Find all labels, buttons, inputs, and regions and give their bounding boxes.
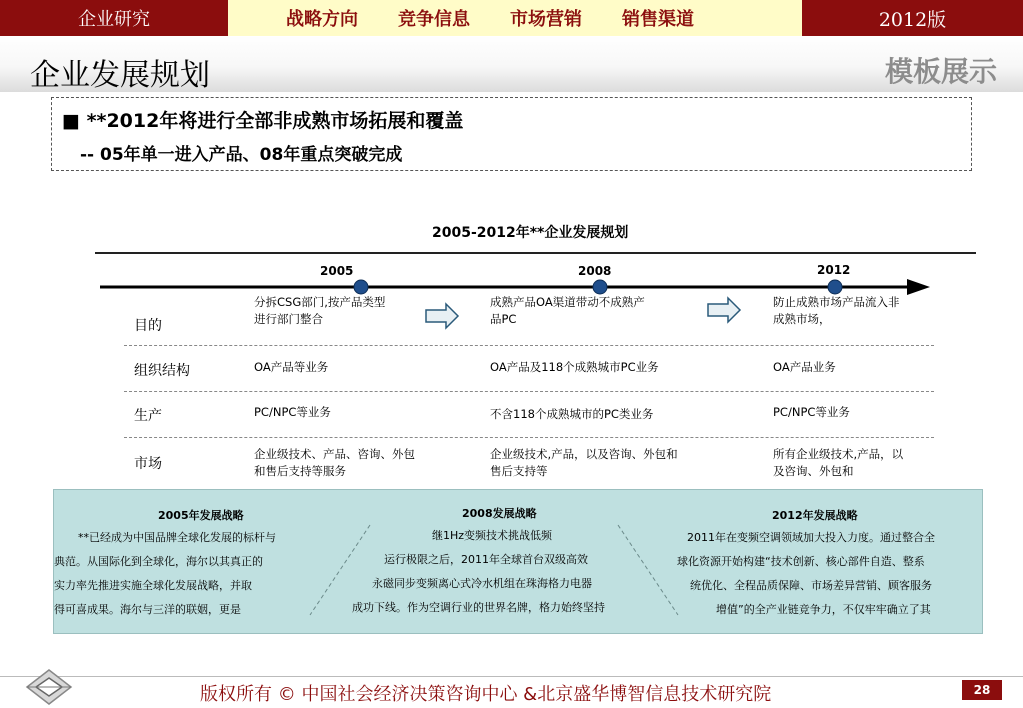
row-divider <box>124 345 934 346</box>
cell-production-2012: PC/NPC等业务 <box>773 405 850 419</box>
nav-tab-sales-channel[interactable]: 销售渠道 <box>622 9 694 30</box>
strategy-2012-line: 增值”的全产业链竞争力，不仅牢牢确立了其 <box>716 603 931 616</box>
year-label-2008: 2008 <box>578 264 612 278</box>
footer-copyright: 版权所有 © 中国社会经济决策咨询中心 &北京盛华博智信息技术研究院 <box>200 684 772 705</box>
nav-tab-bar <box>228 0 802 36</box>
row-label-production: 生产 <box>134 408 162 424</box>
strategy-2012-line: 球化资源开始构建“技术创新、核心部件自造、整系 <box>677 555 925 568</box>
strategy-2005-line: 得可喜成果。海尔与三洋的联姻，更是 <box>54 603 241 616</box>
strategy-2005-line: **已经成为中国品牌全球化发展的标杆与 <box>78 531 276 544</box>
strategy-2008-line: 成功下线。作为空调行业的世界名牌，格力始终坚持 <box>352 601 605 614</box>
page-number-badge: 28 <box>962 680 1002 700</box>
year-label-2012: 2012 <box>817 263 851 277</box>
strategy-2012-heading: 2012年发展战略 <box>772 509 858 522</box>
strategy-2005-heading: 2005年发展战略 <box>158 509 244 522</box>
row-divider <box>124 437 934 438</box>
footer-divider <box>0 676 1023 677</box>
chart-title: 2005-2012年**企业发展规划 <box>432 225 629 241</box>
strategy-2012-line: 2011年在变频空调领域加大投入力度。通过整合全 <box>687 531 935 544</box>
row-label-organization: 组织结构 <box>134 363 190 379</box>
cell-production-2008: 不含118个成熟城市的PC类业务 <box>490 407 654 421</box>
row-divider <box>124 391 934 392</box>
row-label-purpose: 目的 <box>134 318 162 334</box>
milestone-2012-dot <box>828 280 842 294</box>
nav-company-research[interactable]: 企业研究 <box>0 0 228 36</box>
hollow-arrow-icon <box>424 302 460 330</box>
cell-production-2005: PC/NPC等业务 <box>254 405 331 419</box>
cell-purpose-2008: 成熟产品OA渠道带动不成熟产 品PC <box>490 295 645 326</box>
page-title: 企业发展规划 <box>30 58 210 93</box>
logo-icon <box>24 668 74 706</box>
timeline-arrowhead <box>907 279 930 295</box>
edition-label: 2012版 <box>802 0 1023 36</box>
summary-line-1: ■ **2012年将进行全部非成熟市场拓展和覆盖 <box>62 110 464 132</box>
template-label: 模板展示 <box>884 55 997 88</box>
cell-market-2008: 企业级技术,产品，以及咨询、外包和 售后支持等 <box>490 447 678 478</box>
cell-purpose-2012: 防止成熟市场产品流入非 成熟市场， <box>773 295 900 326</box>
title-rule <box>95 252 976 254</box>
milestone-2008-dot <box>593 280 607 294</box>
cell-market-2012: 所有企业级技术,产品，以 及咨询、外包和 <box>773 447 904 478</box>
cell-organization-2012: OA产品业务 <box>773 360 836 374</box>
panel-separator-right <box>608 520 688 620</box>
row-label-market: 市场 <box>134 456 162 472</box>
cell-purpose-2005: 分拆CSG部门,按产品类型 进行部门整合 <box>254 295 386 326</box>
summary-line-2: -- 05年单一进入产品、08年重点突破完成 <box>80 145 403 165</box>
strategy-2008-line: 永磁同步变频离心式冷水机组在珠海格力电器 <box>372 577 592 590</box>
nav-tab-competition[interactable]: 竞争信息 <box>398 9 470 30</box>
cell-market-2005: 企业级技术、产品、咨询、外包 和售后支持等服务 <box>254 447 415 478</box>
strategy-2008-line: 运行极限之后，2011年全球首台双级高效 <box>384 553 588 566</box>
nav-tab-strategy[interactable]: 战略方向 <box>286 9 358 30</box>
strategy-2012-line: 统优化、全程品质保障、市场差异营销、顾客服务 <box>690 579 932 592</box>
cell-organization-2008: OA产品及118个成熟城市PC业务 <box>490 360 659 374</box>
strategy-2005-line: 典范。从国际化到全球化，海尔以其真正的 <box>54 555 263 568</box>
strategy-2005-line: 实力率先推进实施全球化发展战略，并取 <box>54 579 252 592</box>
year-label-2005: 2005 <box>320 264 354 278</box>
strategy-2008-line: 继1Hz变频技术挑战低频 <box>432 529 553 542</box>
cell-organization-2005: OA产品等业务 <box>254 360 329 374</box>
strategy-2008-heading: 2008发展战略 <box>462 507 537 520</box>
nav-tab-marketing[interactable]: 市场营销 <box>510 9 582 30</box>
milestone-2005-dot <box>354 280 368 294</box>
hollow-arrow-icon <box>706 296 742 324</box>
